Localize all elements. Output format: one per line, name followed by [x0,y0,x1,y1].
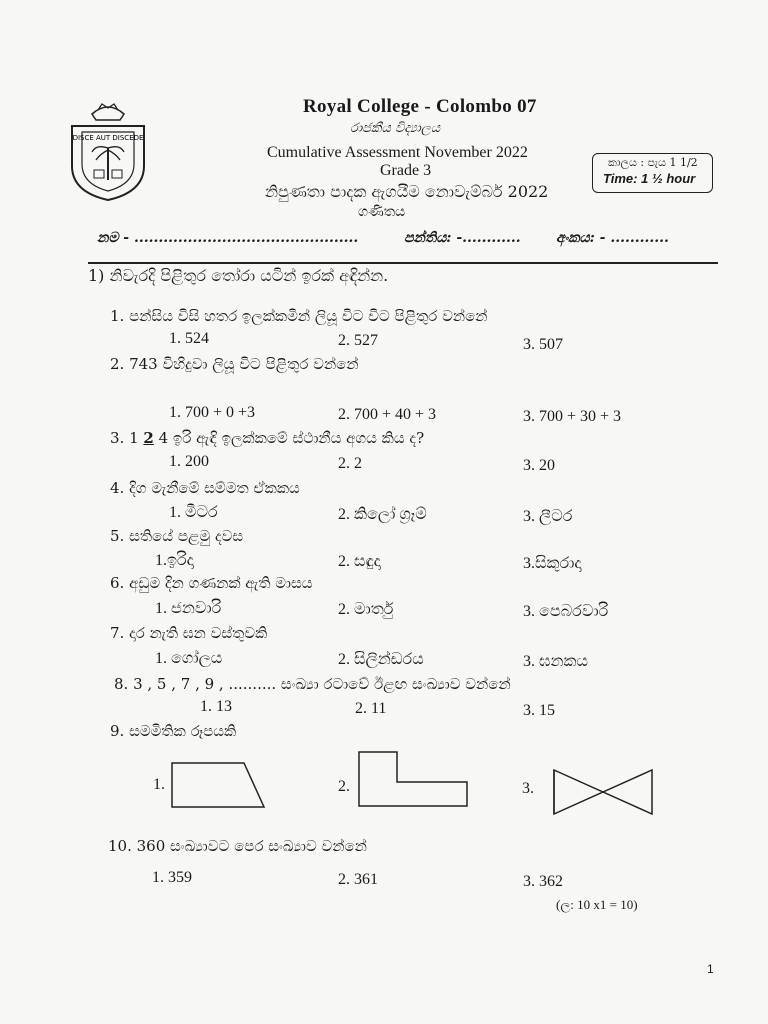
q3-option-1: 1. 200 [169,453,209,470]
grade-label: Grade 3 [380,162,432,179]
assessment-title-sinhala: නිපුණතා පාදක ඇගයීම නොවැම්බර් 2022 [265,182,549,201]
q7-option-3: 3. ඝනකය [523,653,588,670]
q10-option-3: 3. 362 [523,873,563,890]
q10-option-1: 1. 359 [152,869,192,886]
q6-option-1: 1. ජනවාරි [155,600,222,617]
school-crest-logo [62,96,154,204]
q9-option-1-label: 1. [153,776,165,793]
question-3 [110,429,424,447]
q1-option-3: 3. 507 [523,336,563,353]
question-10: 10. 360 සංඛ්‍යාවට පෙර සංඛ්‍යාව වන්නේ [108,837,367,855]
q9-option-3-label: 3. [522,780,534,797]
time-label: Time: 1 ½ hour [603,171,696,186]
question-2: 2. 743 විහිදුවා ලියූ විට පිළිතුර වන්නේ [110,355,359,373]
time-label-sinhala: කාලය : පැය 1 1/2 [608,156,698,169]
class-field: පන්තිය: -............ [404,230,521,246]
q5-option-1: 1.ඉරිදා [155,552,194,569]
section-instruction: 1) නිවැරදි පිළිතුර තෝරා යටින් ඉරක් අඳින්න. [88,266,389,285]
q3-prefix: 3. 1 [110,429,144,447]
header-divider [88,262,718,264]
q1-option-1: 1. 524 [169,330,209,347]
index-field: අංකය: - ............ [556,230,669,246]
q8-option-3: 3. 15 [523,702,555,719]
question-8: 8. 3 , 5 , 7 , 9 , .......... සංඛ්‍යා රටාවේ ඊළඟ සංඛ්‍යාව වන්නේ [114,675,511,693]
q3-option-2: 2. 2 [338,455,362,472]
q7-option-1: 1. ගෝලය [155,650,223,667]
q4-option-3: 3. ලීටර [523,508,573,525]
q3-suffix: 4 ඉරි ඇඳි ඉලක්කමේ ස්ථානීය අගය කිය ද? [153,429,425,447]
school-name: Royal College - Colombo 07 [303,96,537,117]
crest-motto: DISCE AUT DISCEDE [72,134,144,142]
trapezoid-shape [168,759,268,811]
q2-option-3: 3. 700 + 30 + 3 [523,408,622,425]
q4-option-2: 2. කිලෝ ග්‍රෑම් [338,506,427,523]
q6-option-3: 3. පෙබරවාරි [523,603,609,620]
q1-option-2: 2. 527 [338,332,378,349]
q2-option-2: 2. 700 + 40 + 3 [338,406,437,423]
q5-option-2: 2. සඳුදා [338,553,381,570]
q3-underlined-digit: 2 [143,429,154,447]
question-9: 9. සමමිතික රූපයකි [110,722,237,740]
q4-option-1: 1. මීටර [169,504,218,521]
question-6: 6. අඩුම දින ගණනක් ඇති මාසය [110,574,313,592]
q2-option-1: 1. 700 + 0 +3 [169,404,256,421]
q9-option-2-label: 2. [338,778,350,795]
subject-label: ගණිතය [358,204,406,220]
l-shape [355,748,471,810]
question-1: 1. පන්සිය විසි හතර ඉලක්කමින් ලියූ විට විට පිළිතුර වන්නේ [110,307,488,325]
question-7: 7. දාර නැති ඝන වස්තුවකි [110,624,268,642]
question-5: 5. සතියේ පළමු දවස [110,527,244,545]
q10-option-2: 2. 361 [338,871,378,888]
q5-option-3: 3.සිකුරාදා [523,555,582,572]
name-field: නම - .............................................. [97,230,359,246]
question-4: 4. දිග මැනීමේ සම්මත ඒකකය [110,479,300,497]
q6-option-2: 2. මාර්තු [338,601,394,618]
assessment-title: Cumulative Assessment November 2022 [267,144,528,161]
bowtie-shape [550,766,656,818]
q7-option-2: 2. සිලින්ඩරය [338,651,424,668]
marks-allocation: (ල: 10 x1 = 10) [556,897,638,912]
school-name-sinhala: රාජකීය විද්‍යාලය [350,121,441,136]
q8-option-2: 2. 11 [355,700,387,717]
q3-option-3: 3. 20 [523,457,555,474]
page-number: 1 [707,962,714,976]
q8-option-1: 1. 13 [200,698,232,715]
